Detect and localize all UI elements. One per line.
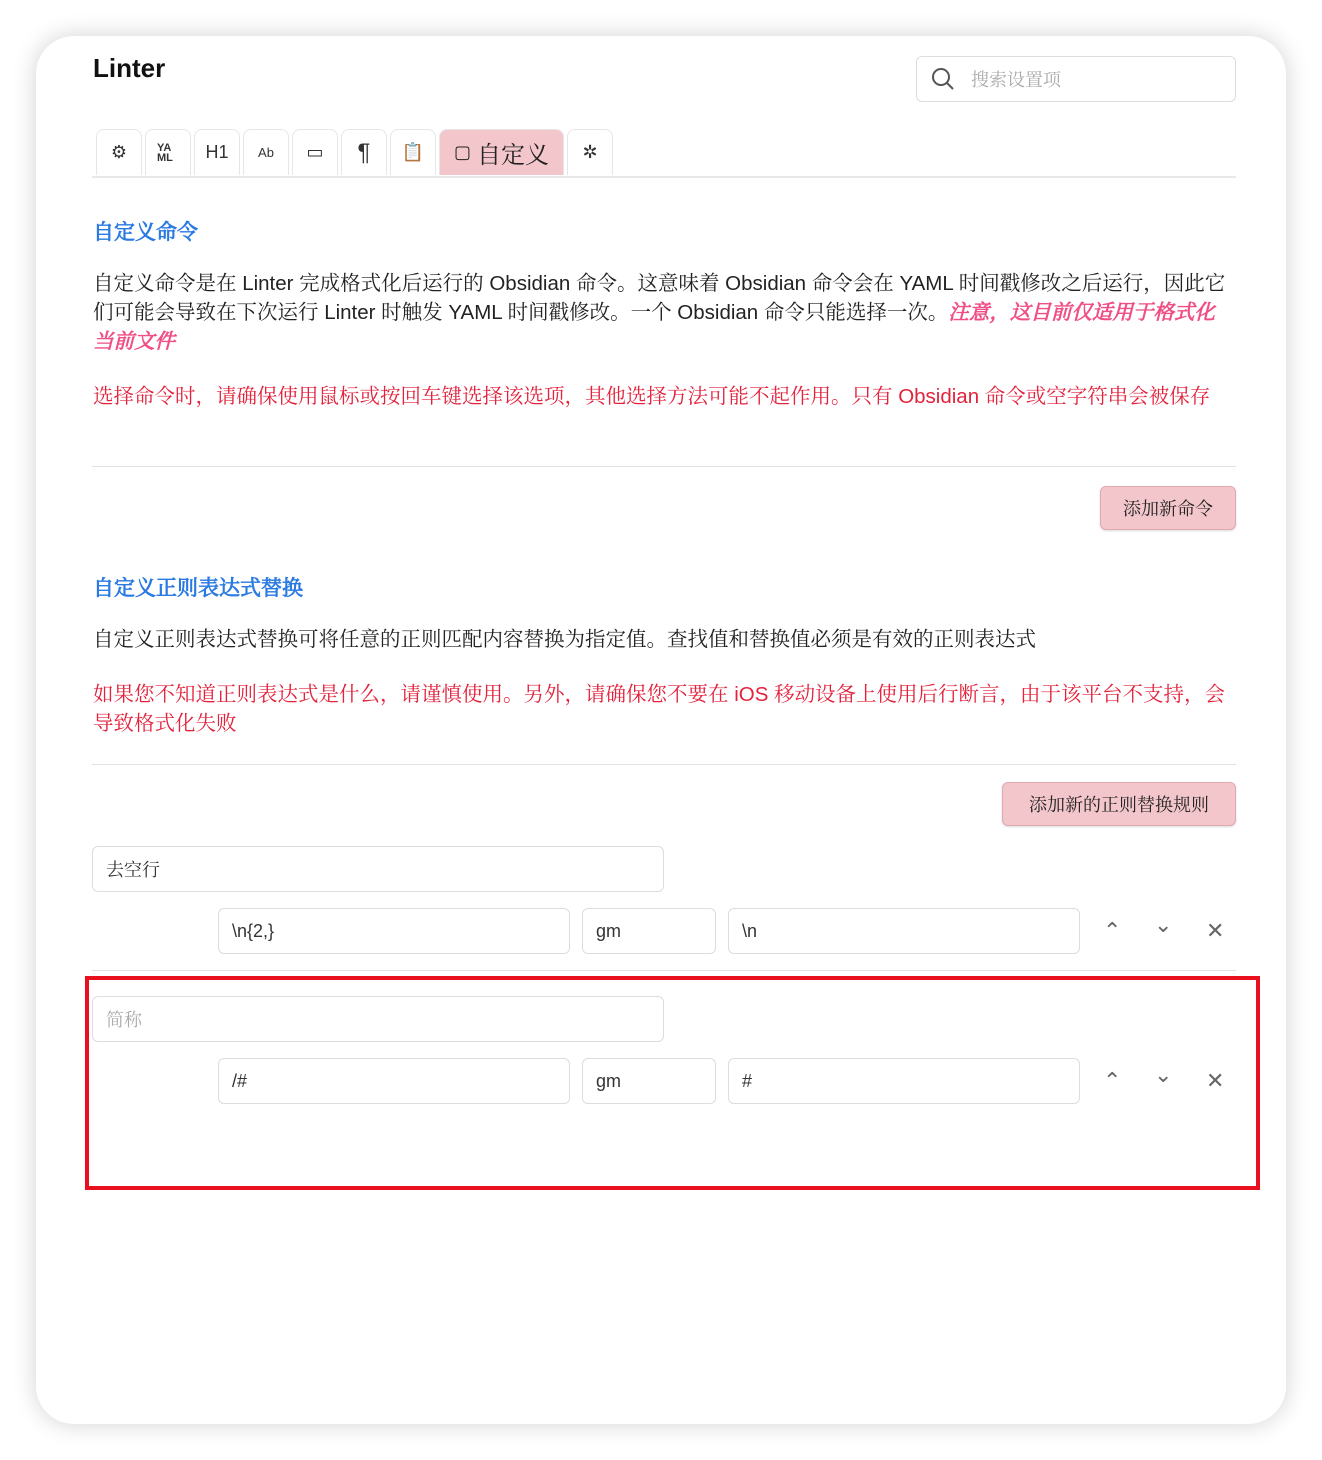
tab-bar	[96, 129, 613, 175]
move-up-icon[interactable]: ⌃	[1103, 1068, 1122, 1093]
custom-commands-warning: 选择命令时，请确保使用鼠标或按回车键选择该选项，其他选择方法可能不起作用。只有 Obsidian 命令或空字符串会被保存	[93, 385, 1211, 408]
gear-icon: ⚙	[110, 142, 128, 162]
note-text: 注意，这目前仅适用于格式化当前文件	[93, 301, 1215, 353]
custom-regex-description: 自定义正则表达式替换可将任意的正则匹配内容替换为指定值。查找值和替换值必须是有效的正则表达式	[93, 628, 1036, 651]
tab-custom[interactable]	[439, 129, 564, 175]
page-title: Linter	[93, 53, 166, 83]
find-input[interactable]: /#	[218, 1058, 570, 1104]
tab-spacing[interactable]: ¶	[341, 129, 387, 175]
add-command-button[interactable]: 添加新命令	[1100, 486, 1236, 530]
close-icon[interactable]: ✕	[1206, 1068, 1225, 1093]
divider	[92, 466, 1236, 467]
tab-content[interactable]	[292, 129, 338, 175]
replace-input[interactable]: \n	[728, 908, 1080, 954]
custom-commands-description	[93, 269, 1233, 356]
tab-yaml[interactable]	[145, 129, 191, 175]
divider	[92, 764, 1236, 765]
tab-divider	[92, 176, 1236, 178]
move-up-icon[interactable]: ⌃	[1103, 918, 1122, 943]
move-down-icon[interactable]: ⌄	[1154, 912, 1173, 937]
close-icon[interactable]: ✕	[1206, 918, 1225, 943]
rule-name-input[interactable]: 简称	[92, 996, 664, 1042]
move-down-icon[interactable]: ⌄	[1154, 1062, 1173, 1087]
rule-name-input[interactable]: 去空行	[92, 846, 664, 892]
flags-input[interactable]: gm	[582, 1058, 716, 1104]
content-icon: ▭	[306, 142, 324, 162]
desc-text: 自定义命令是在 Linter 完成格式化后运行的 Obsidian 命令。这意味着 Obsidian 命令会在 YAML 时间戳修改之后运行，因此它们可能会导致在下次运行 Linter 时触发 YAML 时间戳修改。一个 Obsidian 命令只能选择一次。	[93, 272, 1226, 324]
custom-icon: ▢	[454, 142, 472, 162]
tab-debug[interactable]	[567, 129, 613, 175]
add-regex-button[interactable]: 添加新的正则替换规则	[1002, 782, 1236, 826]
search-input[interactable]	[916, 56, 1236, 102]
custom-regex-heading: 自定义正则表达式替换	[93, 577, 303, 600]
custom-regex-warning: 如果您不知道正则表达式是什么，请谨慎使用。另外，请确保您不要在 iOS 移动设备上使用后行断言，由于该平台不支持，会导致格式化失败	[93, 683, 1226, 735]
debug-icon: ✲	[582, 142, 598, 162]
tab-custom-label: 自定义	[477, 142, 550, 169]
find-input[interactable]: \n{2,}	[218, 908, 570, 954]
tab-general[interactable]	[96, 129, 142, 175]
tab-paste[interactable]	[390, 129, 436, 175]
custom-commands-heading: 自定义命令	[93, 221, 198, 244]
flags-input[interactable]: gm	[582, 908, 716, 954]
tab-heading[interactable]: H1	[194, 129, 240, 175]
divider	[92, 970, 1236, 971]
clipboard-icon: 📋	[401, 142, 425, 162]
highlight-box	[85, 976, 1260, 1190]
yaml-icon: YA ML	[157, 141, 173, 164]
tab-footnote[interactable]: Ab	[243, 129, 289, 175]
search-placeholder: 搜索设置项	[971, 70, 1061, 90]
replace-input[interactable]: #	[728, 1058, 1080, 1104]
search-icon	[931, 67, 955, 91]
